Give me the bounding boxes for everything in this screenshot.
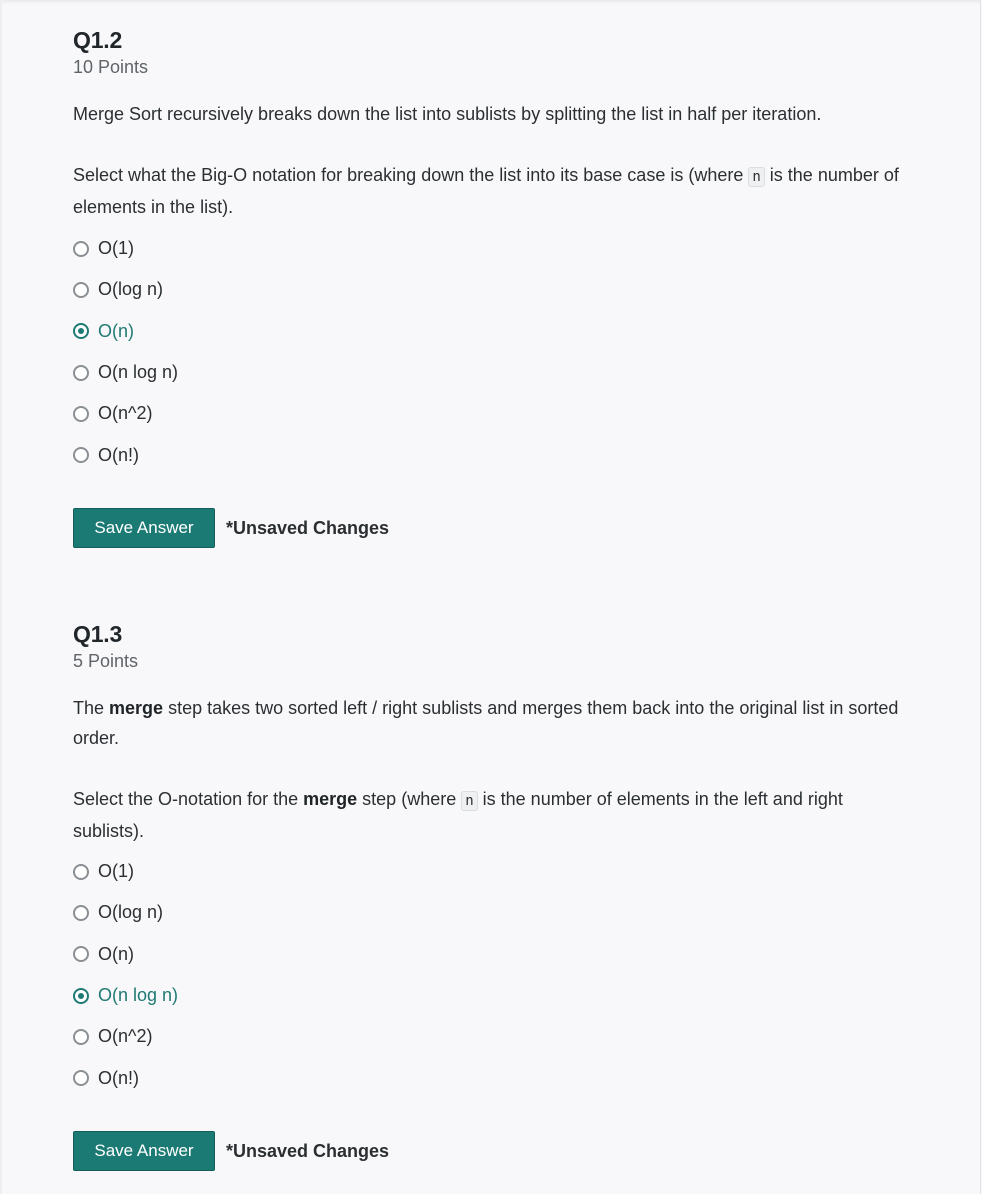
question-points: 5 Points bbox=[73, 651, 139, 671]
question-q1-3 bbox=[73, 620, 913, 1099]
option-label: O(n) bbox=[98, 943, 134, 964]
page-left-edge bbox=[0, 0, 2, 1194]
prompt-text: The bbox=[73, 698, 110, 718]
inline-code-n: n bbox=[461, 791, 477, 811]
option-o-n-log-n[interactable] bbox=[73, 352, 913, 393]
answer-options bbox=[73, 228, 913, 476]
option-label: O(n^2) bbox=[98, 1026, 153, 1047]
option-label: O(n log n) bbox=[98, 985, 179, 1006]
question-instruction bbox=[73, 784, 913, 846]
radio-unchecked-icon[interactable] bbox=[73, 447, 89, 463]
option-label: O(n) bbox=[98, 320, 134, 341]
radio-unchecked-icon[interactable] bbox=[73, 1029, 89, 1045]
option-label: O(log n) bbox=[98, 902, 164, 923]
option-o-n[interactable] bbox=[73, 934, 913, 975]
option-label: O(n log n) bbox=[98, 362, 179, 383]
instruction-text: is the number of elements in the list). bbox=[73, 165, 899, 217]
save-answer-button[interactable]: Save Answer bbox=[73, 1131, 215, 1171]
option-label: O(n!) bbox=[98, 444, 140, 465]
instruction-text: Select what the Big-O notation for breaking down the list into its base case is (where bbox=[73, 165, 749, 185]
radio-unchecked-icon[interactable] bbox=[73, 406, 89, 422]
option-o-1[interactable] bbox=[73, 851, 913, 892]
option-o-n-squared[interactable] bbox=[73, 393, 913, 434]
radio-unchecked-icon[interactable] bbox=[73, 282, 89, 298]
question-title: Q1.2 bbox=[73, 27, 123, 53]
radio-unchecked-icon[interactable] bbox=[73, 1070, 89, 1086]
option-o-n-factorial[interactable] bbox=[73, 434, 913, 475]
option-label: O(n!) bbox=[98, 1067, 140, 1088]
question-actions bbox=[73, 508, 913, 548]
radio-unchecked-icon[interactable] bbox=[73, 905, 89, 921]
instruction-text: Select the O-notation for the bbox=[73, 789, 304, 809]
question-title: Q1.3 bbox=[73, 621, 123, 647]
answer-options bbox=[73, 851, 913, 1099]
option-label: O(1) bbox=[98, 238, 134, 259]
inline-code-n: n bbox=[748, 167, 764, 187]
instruction-bold-text: merge bbox=[303, 789, 358, 809]
instruction-text: step (where bbox=[357, 789, 462, 809]
option-label: O(log n) bbox=[98, 279, 164, 300]
radio-checked-icon[interactable] bbox=[73, 988, 89, 1004]
radio-unchecked-icon[interactable] bbox=[73, 365, 89, 381]
question-instruction bbox=[73, 160, 913, 222]
radio-checked-icon[interactable] bbox=[73, 323, 89, 339]
option-label: O(n^2) bbox=[98, 403, 153, 424]
option-o-n-squared[interactable] bbox=[73, 1016, 913, 1057]
question-prompt: Merge Sort recursively breaks down the list into sublists by splitting the list in half per iteration. bbox=[73, 104, 822, 124]
question-prompt bbox=[73, 693, 913, 753]
option-o-1[interactable] bbox=[73, 228, 913, 269]
unsaved-changes-status: *Unsaved Changes bbox=[226, 517, 390, 538]
question-points: 10 Points bbox=[73, 57, 149, 77]
prompt-text: step takes two sorted left / right sublists and merges them back into the original list in sorted order. bbox=[73, 698, 899, 748]
option-o-n-log-n[interactable] bbox=[73, 975, 913, 1016]
radio-unchecked-icon[interactable] bbox=[73, 241, 89, 257]
option-o-log-n[interactable] bbox=[73, 269, 913, 310]
option-label: O(1) bbox=[98, 861, 134, 882]
question-actions bbox=[73, 1131, 913, 1171]
question-q1-2 bbox=[73, 26, 913, 476]
instruction-text: is the number of elements in the left and right sublists). bbox=[73, 789, 843, 841]
unsaved-changes-status: *Unsaved Changes bbox=[226, 1140, 390, 1161]
radio-unchecked-icon[interactable] bbox=[73, 946, 89, 962]
option-o-n[interactable] bbox=[73, 311, 913, 352]
save-answer-button[interactable]: Save Answer bbox=[73, 508, 215, 548]
option-o-n-factorial[interactable] bbox=[73, 1057, 913, 1098]
option-o-log-n[interactable] bbox=[73, 892, 913, 933]
prompt-bold-text: merge bbox=[109, 698, 164, 718]
radio-unchecked-icon[interactable] bbox=[73, 864, 89, 880]
